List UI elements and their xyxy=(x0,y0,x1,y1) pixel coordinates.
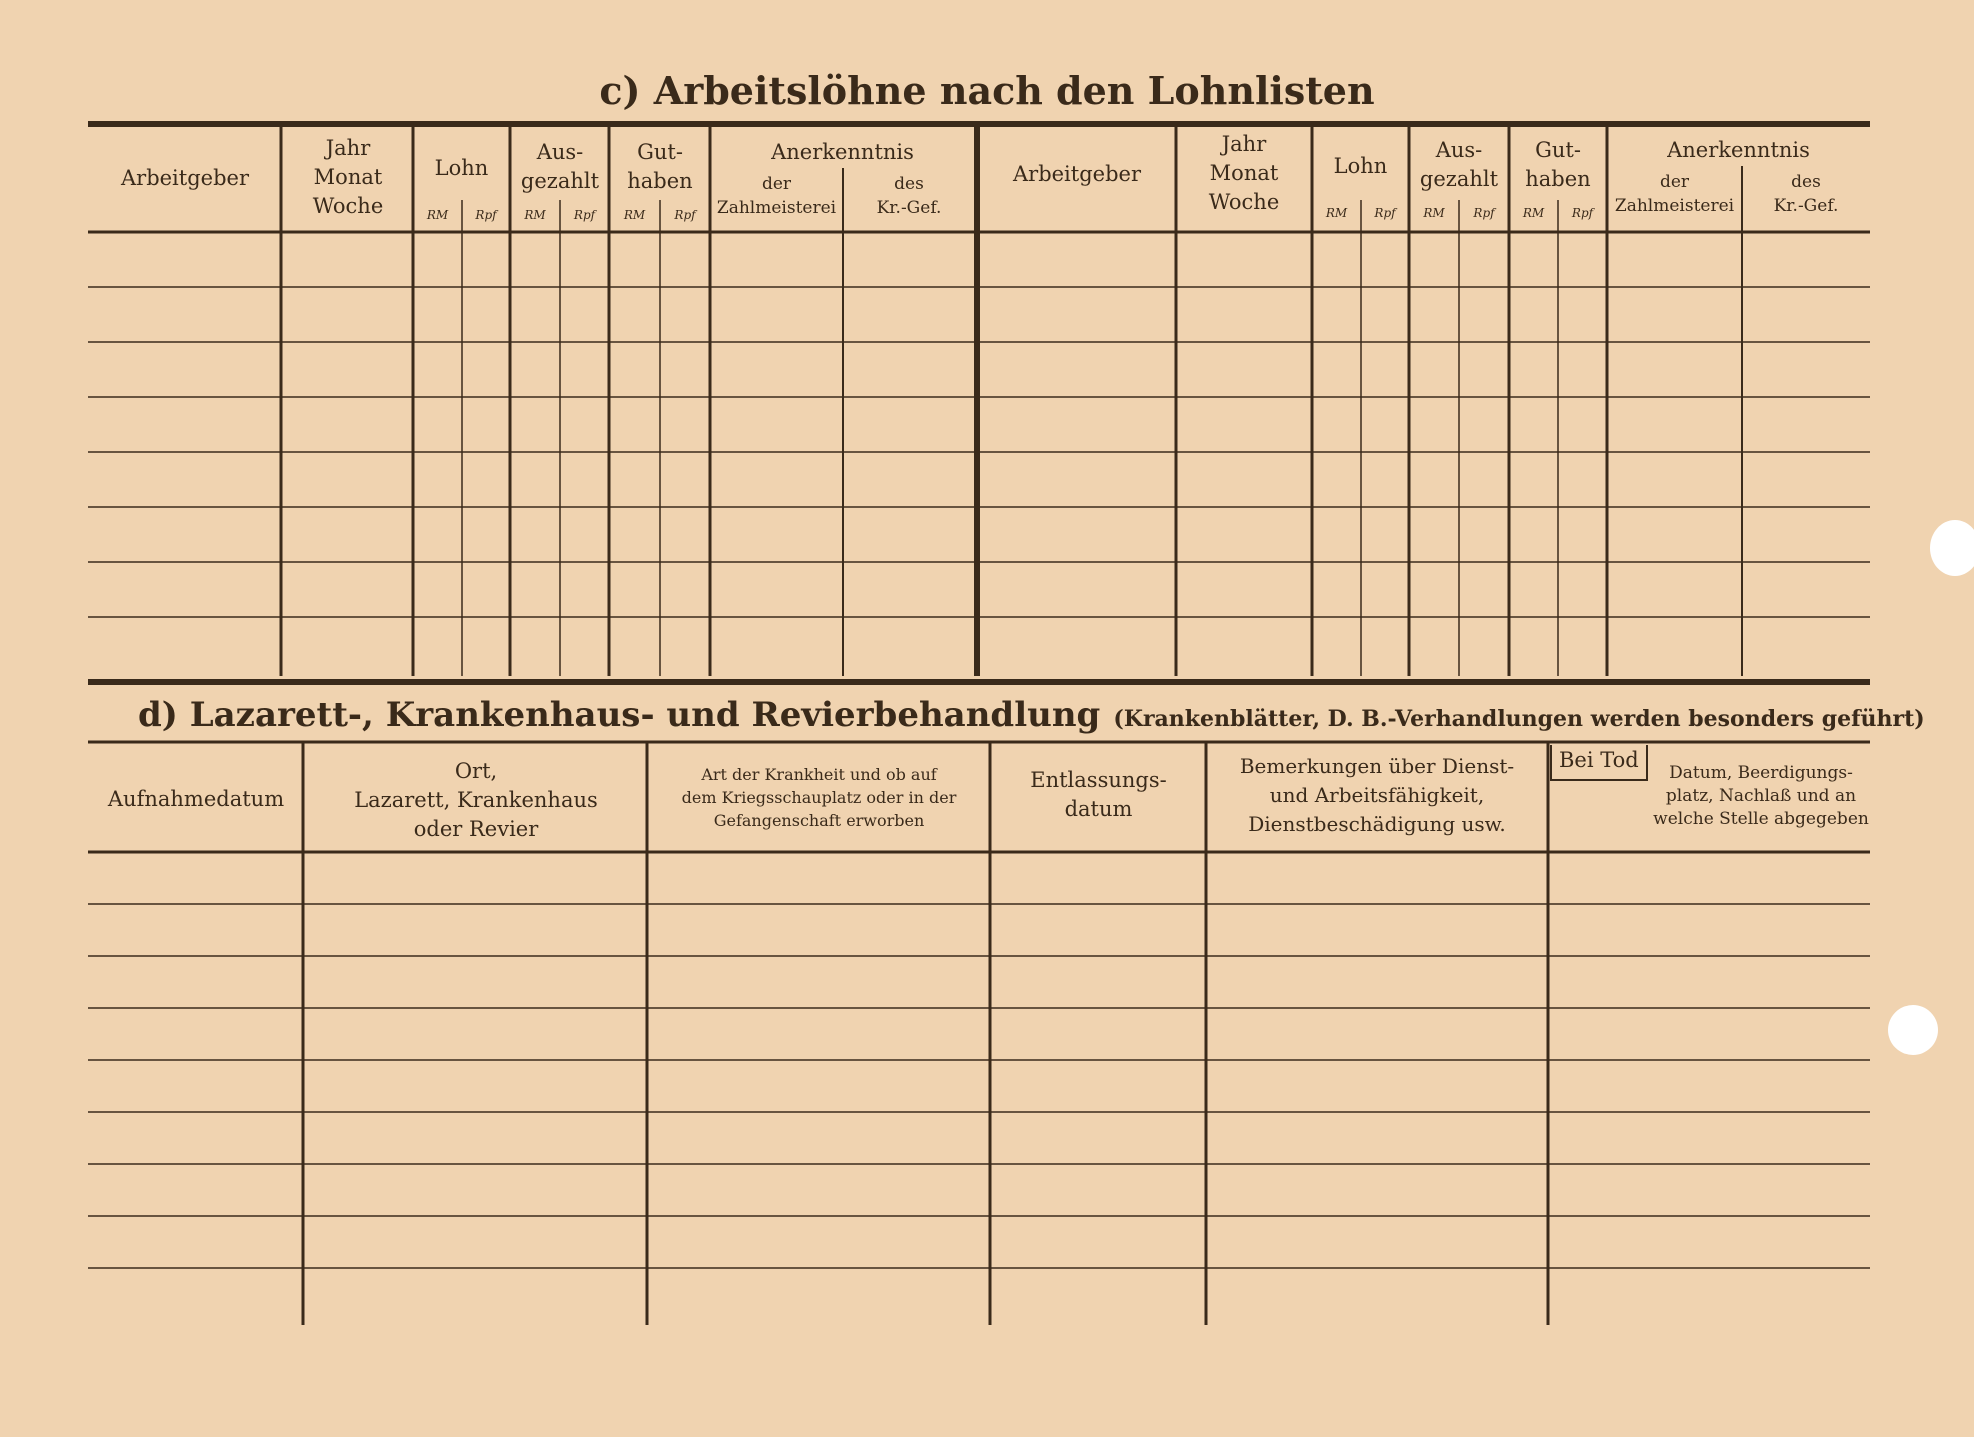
col-paid-left: Aus- gezahlt xyxy=(520,140,600,193)
currency-label-rm: RM xyxy=(1423,206,1445,220)
col-wage-right: Lohn xyxy=(1333,154,1388,178)
col-remarks: Bemerkungen über Dienst- und Arbeitsfähigkeit, Dienstbeschädigung usw. xyxy=(1239,754,1515,836)
col-employer-right: Arbeitgeber xyxy=(1012,162,1141,186)
currency-label-rpf: Rpf xyxy=(1374,206,1396,220)
col-period-left: Jahr Monat Woche xyxy=(312,136,384,218)
col-paid-right: Aus- gezahlt xyxy=(1419,138,1499,191)
currency-label-rpf: Rpf xyxy=(674,208,696,222)
col-employer-left: Arbeitgeber xyxy=(120,166,249,190)
col-recognition-left: Anerkenntnis xyxy=(771,140,914,164)
currency-label-rm: RM xyxy=(524,208,546,222)
col-place: Ort, Lazarett, Krankenhaus oder Revier xyxy=(354,759,598,841)
col-credit-left: Gut- haben xyxy=(627,140,693,193)
col-period-right: Jahr Monat Woche xyxy=(1208,132,1280,214)
punch-hole xyxy=(1930,520,1974,576)
currency-label-rm: RM xyxy=(426,208,449,222)
col-recognition-paymaster-right: der Zahlmeisterei xyxy=(1614,172,1735,216)
punch-hole xyxy=(1888,1005,1938,1055)
col-wage-left: Lohn xyxy=(434,156,489,180)
col-recognition-right: Anerkenntnis xyxy=(1667,138,1810,162)
section-d-title-note: (Krankenblätter, D. B.-Verhandlungen werden besonders geführt) xyxy=(1113,706,1925,732)
col-credit-right: Gut- haben xyxy=(1525,138,1591,191)
col-recognition-paymaster-left: der Zahlmeisterei xyxy=(716,174,837,218)
currency-label-rm: RM xyxy=(1522,206,1545,220)
col-recognition-pow-left: des Kr.-Gef. xyxy=(876,174,942,218)
col-recognition-pow-right: des Kr.-Gef. xyxy=(1773,172,1839,216)
death-box-label: Bei Tod xyxy=(1550,745,1648,781)
currency-label-rm: RM xyxy=(1325,206,1348,220)
currency-label-rpf: Rpf xyxy=(1473,206,1495,220)
col-discharge-date: Entlassungs- datum xyxy=(1030,768,1167,821)
col-illness: Art der Krankheit und ob auf dem Kriegsschauplatz oder in der Gefangenschaft erworben xyxy=(681,765,957,830)
col-admission-date: Aufnahmedatum xyxy=(107,787,285,811)
currency-label-rpf: Rpf xyxy=(573,208,596,222)
currency-label-rpf: Rpf xyxy=(475,208,497,222)
currency-label-rpf: Rpf xyxy=(1571,206,1594,220)
col-death-details: Datum, Beerdigungs- platz, Nachlaß und an welche Stelle abgegeben xyxy=(1653,763,1869,829)
currency-label-rm: RM xyxy=(623,208,646,222)
section-d-title-main: d) Lazarett-, Krankenhaus- und Revierbehandlung xyxy=(138,695,1101,735)
section-c-title: c) Arbeitslöhne nach den Lohnlisten xyxy=(599,68,1375,113)
